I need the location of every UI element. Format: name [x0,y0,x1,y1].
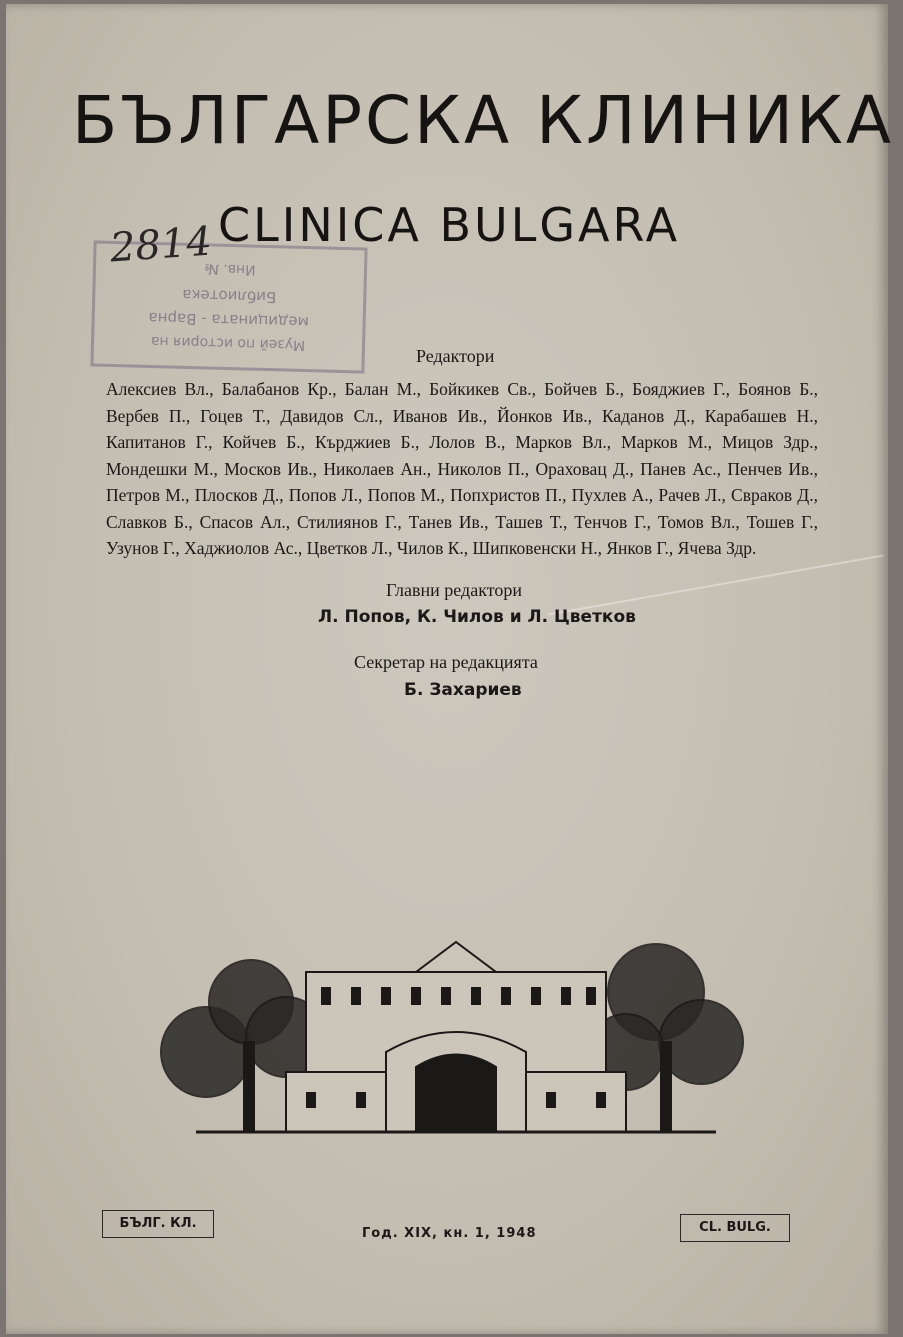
stamp-line-3: Библиотека [182,285,277,307]
chief-editors: Л. Попов, К. Чилов и Л. Цветков [318,607,636,627]
chief-editors-heading: Главни редактори [386,580,522,600]
title-latin: CLINICA BULGARA [218,198,681,252]
journal-cover [6,4,894,1334]
hospital-building-illustration [156,932,746,1142]
secretary-heading: Секретар на редакцията [354,652,538,672]
stamp-line-1: Музей по история на [150,332,306,354]
handwritten-number: 2814 [108,218,214,272]
abbreviation-bulgarian: БЪЛГ. КЛ. [102,1210,214,1238]
editors-list: Алексиев Вл., Балабанов Кр., Балан М., Бойкикев Св., Бойчев Б., Бояджиев Г., Боянов Б., Вербев П., Гоцев Т., Давидов Сл., Иванов Ив., Йонков Ив., Каданов Д., Карабашев Н., Капитанов Г., Койчев Б., Кърджиев Б., Лолов В., Марков Вл., Марков М., Мицов Здр., Мондешки М., Москов Ив., Николаев Ан., Николов П., Ораховац Д., Панев Ас., Пенчев Ив., Петров М., Плосков Д., Попов Л., Попов М., Попхристов П., Пухлев А., Рачев Л., Свраков Д., Славков Б., Спасов Ал., Стилиянов Г., Танев Ив., Ташев Т., Тенчов Г., Томов Вл., Тошев Г., Узунов Г., Хаджиолов Ас., Цветков Л., Чилов К., Шипковенски Н., Янков Г., Ячева Здр. [106,379,818,558]
title-bulgarian: БЪЛГАРСКА КЛИНИКА [72,82,894,159]
abbreviation-latin: CL. BULG. [680,1214,790,1242]
issue-info: Год. XIX, кн. 1, 1948 [362,1226,537,1241]
stamp-line-2: медицината - Варна [148,308,310,332]
editors-heading: Редактори [416,346,495,366]
secretary-name: Б. Захариев [404,680,522,700]
stamp-line-4: Инв. № [204,260,256,278]
